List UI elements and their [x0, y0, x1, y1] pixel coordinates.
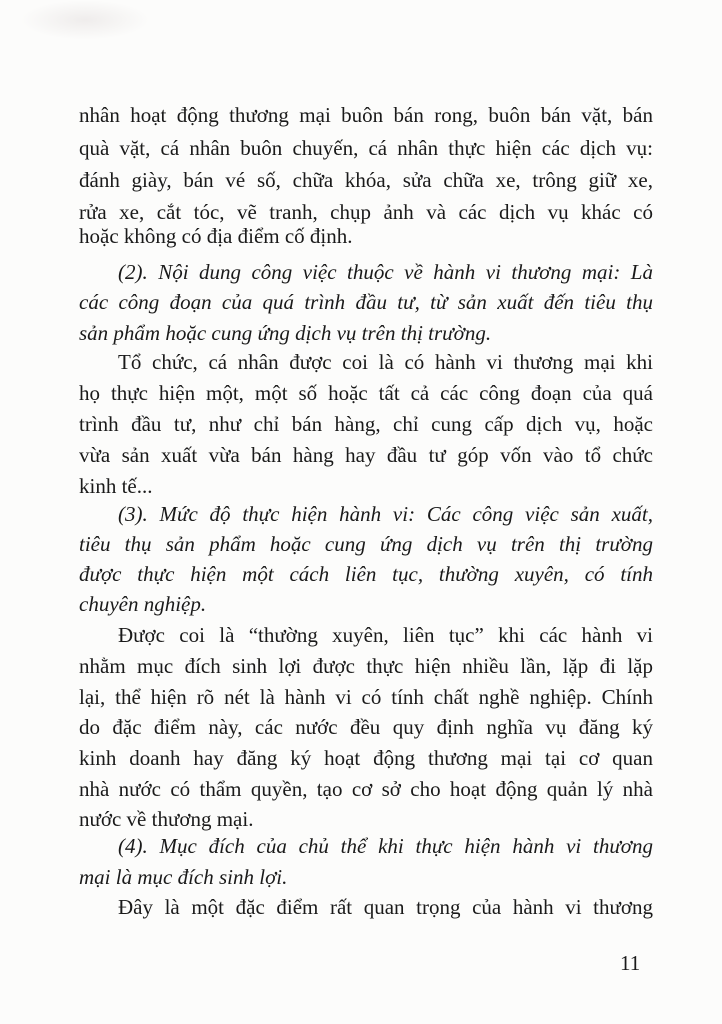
text-line: chuyên nghiệp. — [79, 592, 207, 616]
text-line: nhằm mục đích sinh lợi được thực hiện nhiều lần, lặp đi lặp — [79, 654, 653, 678]
page-number: 11 — [620, 951, 641, 975]
text-line: mại là mục đích sinh lợi. — [79, 865, 288, 889]
text-line: họ thực hiện một, một số hoặc tất cả các công đoạn của quá — [79, 381, 653, 405]
text-line: Được coi là “thường xuyên, liên tục” khi các hành vi — [118, 623, 653, 647]
text-line: Tổ chức, cá nhân được coi là có hành vi thương mại khi — [118, 350, 653, 374]
text-line: nước về thương mại. — [79, 807, 254, 831]
text-line: rửa xe, cắt tóc, vẽ tranh, chụp ảnh và các dịch vụ khác có — [79, 200, 653, 224]
text-line: được thực hiện một cách liên tục, thường xuyên, có tính — [79, 562, 653, 586]
text-line: quà vặt, cá nhân buôn chuyến, cá nhân thực hiện các dịch vụ: — [79, 136, 653, 160]
text-line: hoặc không có địa điểm cố định. — [79, 224, 353, 248]
text-line: các công đoạn của quá trình đầu tư, từ sản xuất đến tiêu thụ — [79, 290, 653, 314]
text-line: kinh doanh hay đăng ký hoạt động thương mại tại cơ quan — [79, 746, 653, 770]
text-line: sản phẩm hoặc cung ứng dịch vụ trên thị trường. — [79, 321, 492, 345]
text-line: đánh giày, bán vé số, chữa khóa, sửa chữa xe, trông giữ xe, — [79, 168, 653, 192]
text-line: Đây là một đặc điểm rất quan trọng của hành vi thương — [118, 895, 653, 919]
text-line: (3). Mức độ thực hiện hành vi: Các công việc sản xuất, — [118, 502, 653, 526]
text-line: trình đầu tư, như chỉ bán hàng, chỉ cung cấp dịch vụ, hoặc — [79, 412, 653, 436]
text-line: (4). Mục đích của chủ thể khi thực hiện hành vi thương — [118, 834, 653, 858]
text-line: tiêu thụ sản phẩm hoặc cung ứng dịch vụ trên thị trường — [79, 532, 653, 556]
text-line: (2). Nội dung công việc thuộc về hành vi thương mại: Là — [118, 260, 653, 284]
text-line: lại, thể hiện rõ nét là hành vi có tính chất nghề nghiệp. Chính — [79, 685, 653, 709]
text-line: do đặc điểm này, các nước đều quy định nghĩa vụ đăng ký — [79, 715, 653, 739]
scan-smudge — [20, 0, 150, 40]
text-line: vừa sản xuất vừa bán hàng hay đầu tư góp vốn vào tổ chức — [79, 443, 653, 467]
text-line: kinh tế... — [79, 474, 153, 498]
text-line: nhà nước có thẩm quyền, tạo cơ sở cho hoạt động quản lý nhà — [79, 777, 653, 801]
text-line: nhân hoạt động thương mại buôn bán rong, buôn bán vặt, bán — [79, 103, 653, 127]
